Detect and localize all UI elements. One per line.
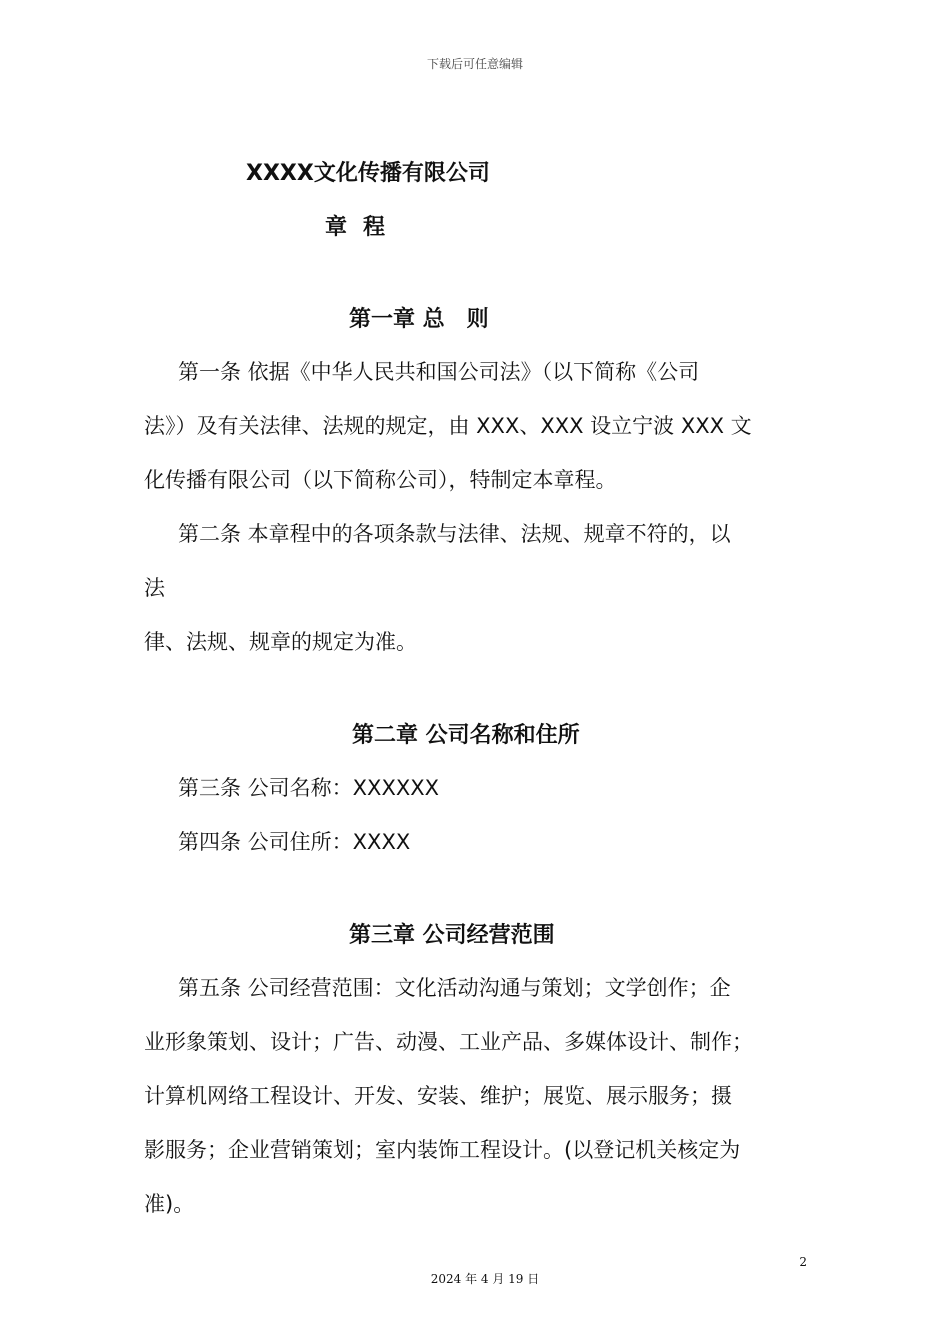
page-header: 下载后可任意编辑 (426, 57, 523, 71)
article-5-line-1: 第五条 公司经营范围：文化活动沟通与策划；文学创作；企 (178, 976, 731, 1000)
article-2-line-1: 第二条 本章程中的各项条款与法律、法规、规章不符的，以 (178, 522, 731, 546)
chapter-3-heading: 第三章 公司经营范围 (349, 923, 555, 948)
article-5-line-4: 影服务；企业营销策划；室内装饰工程设计。(以登记机关核定为 (144, 1138, 741, 1162)
article-1-line-1: 第一条 依据《中华人民共和国公司法》（以下简称《公司 (178, 360, 700, 384)
chapter-1-heading: 第一章 总 则 (349, 307, 489, 332)
chapter-2-heading: 第二章 公司名称和住所 (352, 723, 580, 748)
article-5-line-2: 业形象策划、设计；广告、动漫、工业产品、多媒体设计、制作； (144, 1030, 753, 1054)
footer-date: 2024 年 4 月 19 日 (430, 1272, 540, 1286)
article-2-line-3: 律、法规、规章的规定为准。 (144, 630, 417, 654)
article-1-line-3: 化传播有限公司（以下简称公司），特制定本章程。 (144, 468, 617, 492)
document-subtitle: 章程 (325, 215, 402, 240)
article-3: 第三条 公司名称：XXXXXX (178, 776, 439, 800)
page-number: 2 (799, 1255, 807, 1269)
article-5-line-5: 准)。 (144, 1192, 195, 1216)
article-4: 第四条 公司住所：XXXX (178, 830, 411, 854)
document-title: XXXX文化传播有限公司 (246, 161, 490, 186)
article-5-line-3: 计算机网络工程设计、开发、安装、维护；展览、展示服务；摄 (144, 1084, 732, 1108)
article-2-line-2: 法 (144, 576, 165, 600)
article-1-line-2: 法》）及有关法律、法规的规定，由 XXX、XXX 设立宁波 XXX 文 (144, 414, 752, 438)
